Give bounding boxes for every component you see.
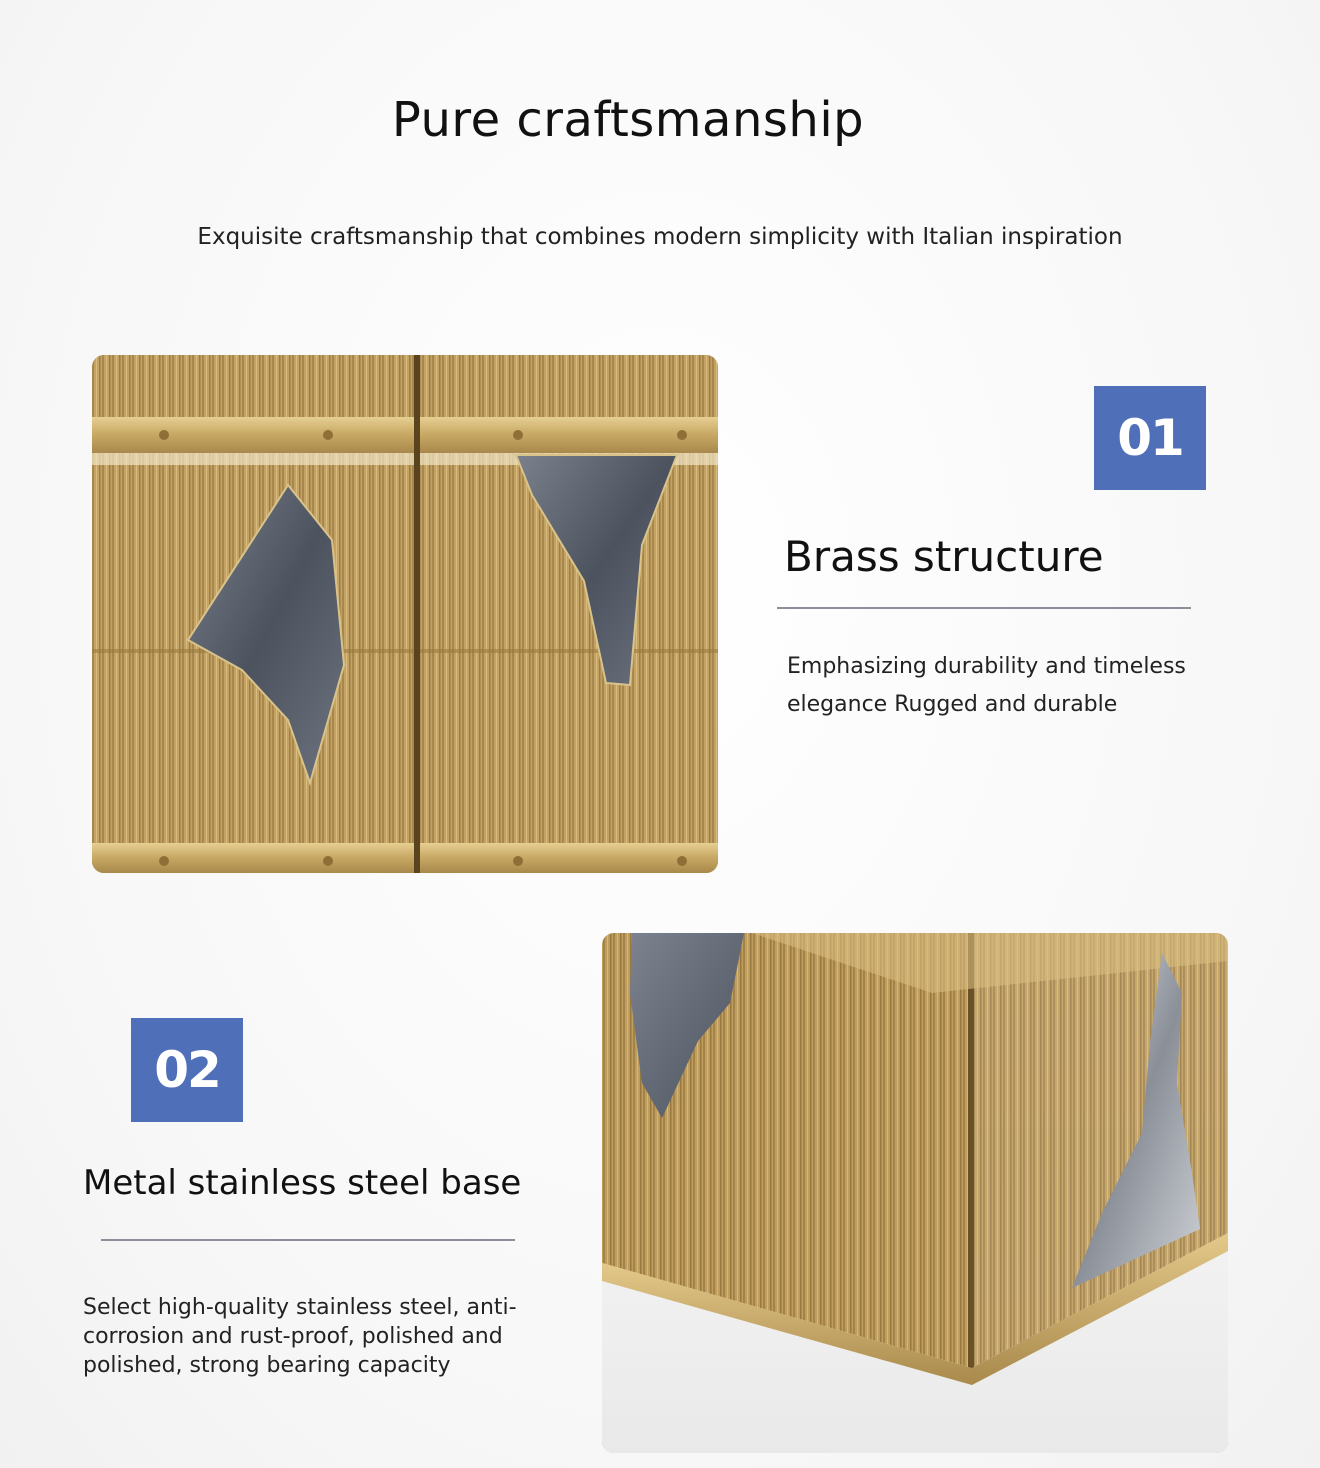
divider — [101, 1239, 515, 1241]
feature-description: Select high-quality stainless steel, anti-corrosion and rust-proof, polished and polished, strong bearing capacity — [83, 1295, 517, 1378]
feature-title: Brass structure — [784, 532, 1104, 581]
steel-base-photo — [602, 933, 1228, 1453]
feature-title: Metal stainless steel base — [83, 1163, 522, 1203]
brass-structure-photo — [92, 355, 718, 873]
page-title: Pure craftsmanship — [391, 92, 865, 148]
divider — [777, 607, 1191, 609]
feature-number-badge: 01 — [1094, 386, 1206, 490]
page-subtitle: Exquisite craftsmanship that combines modern simplicity with Italian inspiration — [197, 224, 1123, 250]
feature-description: Emphasizing durability and timeless elegance Rugged and durable — [787, 654, 1186, 717]
feature-number-badge: 02 — [131, 1018, 243, 1122]
